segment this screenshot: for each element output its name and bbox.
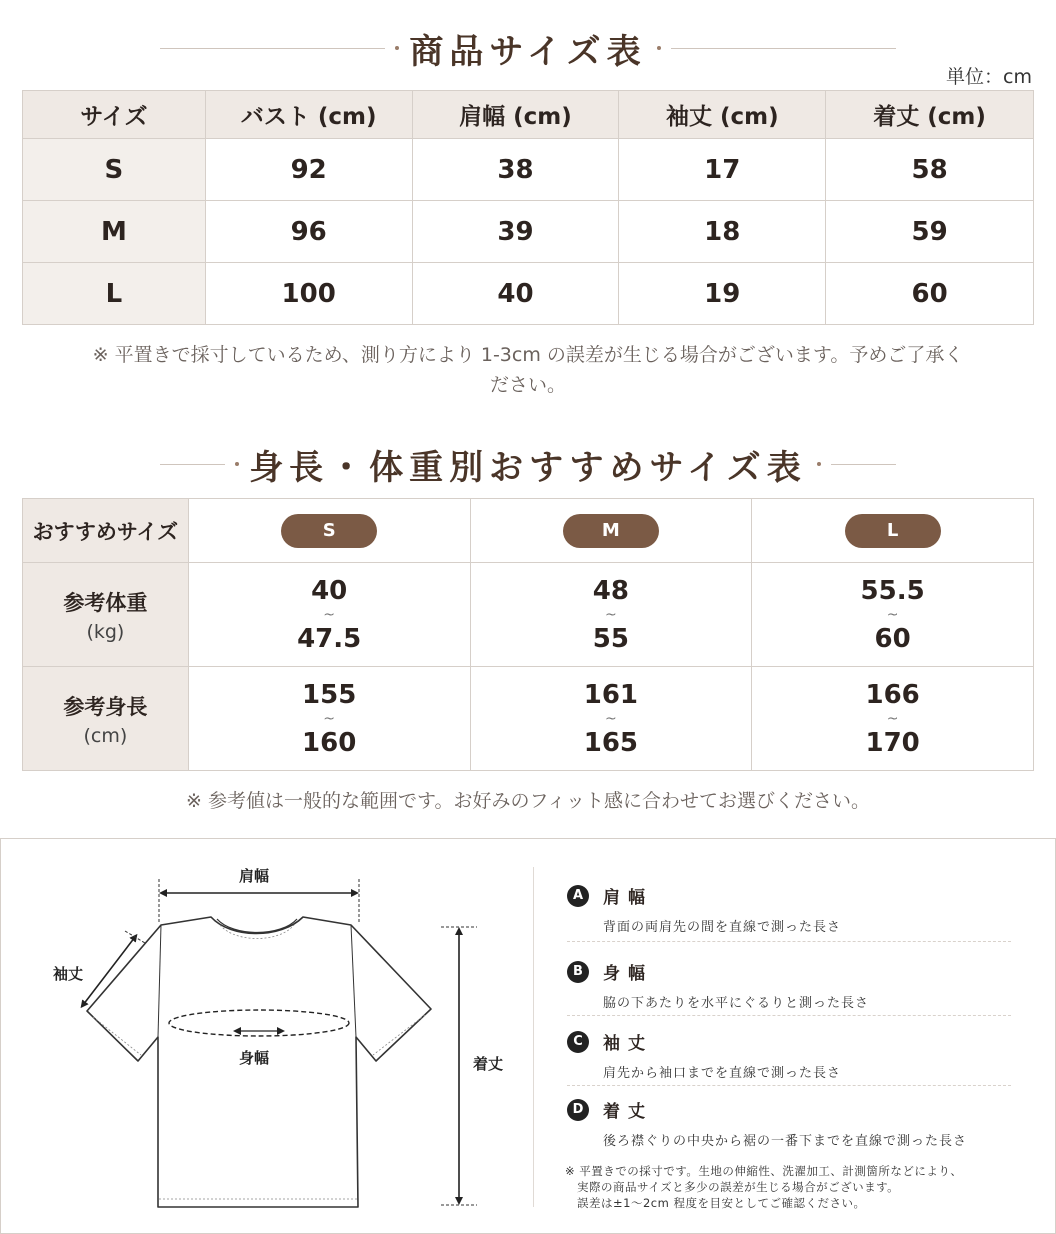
legend-name: 肩幅: [603, 888, 653, 908]
title-rule-right: [671, 48, 896, 49]
diagram-label-body-width: 身幅: [239, 1049, 270, 1067]
size-table-title-row: [160, 26, 896, 70]
note-line-1: ※ 平置きで採寸しているため、測り方により 1-3cm の誤差が生じる場合がございます。予めご了承く: [92, 344, 964, 366]
height-label: 参考身長: [63, 694, 148, 719]
title-rule-left: [160, 464, 225, 465]
header-sleeve: 袖丈 (cm): [619, 91, 826, 139]
recommend-note: ※ 参考値は一般的な範囲です。お好みのフィット感に合わせてお選びください。: [186, 790, 870, 812]
header-shoulder: 肩幅 (cm): [412, 91, 619, 139]
range-tilde: ~: [323, 710, 336, 727]
legend-separator: [567, 1085, 1011, 1086]
length-cell: 58: [826, 139, 1034, 201]
range-to: 60: [874, 623, 911, 654]
bust-cell: 92: [205, 139, 412, 201]
measurement-diagram-panel: [0, 838, 1056, 1234]
diagram-label-length: 着丈: [473, 1055, 504, 1073]
range-from: 155: [302, 679, 357, 710]
length-cell: 60: [826, 263, 1034, 325]
weight-cell: [752, 563, 1034, 667]
bust-cell: 96: [205, 201, 412, 263]
shoulder-cell: 38: [412, 139, 619, 201]
legend-item: [567, 883, 1011, 935]
legend-desc: 背面の両肩先の間を直線で測った長さ: [603, 920, 842, 935]
fine-print-line: 誤差は±1～2cm 程度を目安としてご確認ください。: [565, 1196, 866, 1210]
weight-cell: [470, 563, 752, 667]
range-tilde: ~: [605, 710, 617, 727]
diagram-label-sleeve: 袖丈: [53, 965, 84, 983]
size-table-header-row: [23, 91, 1034, 139]
fine-print: [565, 1163, 962, 1211]
size-table-title: 商品サイズ表: [409, 31, 647, 72]
recommend-table-title: 身長・体重別おすすめサイズ表: [249, 447, 807, 488]
badge-a: A: [567, 885, 589, 907]
header-bust: バスト (cm): [205, 91, 412, 139]
range-to: 165: [583, 727, 639, 758]
size-pill-cell: [188, 499, 470, 563]
size-pill-m: M: [563, 514, 659, 548]
title-dot-right: [817, 462, 821, 466]
legend-item: [567, 1029, 1011, 1081]
fine-print-line: ※ 平置きでの採寸です。生地の伸縮性、洗濯加工、計測箇所などにより、: [565, 1164, 963, 1178]
legend-separator: [567, 1015, 1011, 1016]
legend-item: [567, 959, 1011, 1011]
diagram-label-shoulder: 肩幅: [239, 867, 270, 885]
size-pill-l: L: [845, 514, 941, 548]
sleeve-cell: 18: [619, 201, 826, 263]
height-row-header: [23, 667, 189, 771]
weight-label: 参考体重: [63, 590, 148, 615]
shoulder-cell: 39: [412, 201, 619, 263]
range-tilde: ~: [323, 606, 336, 623]
table-row: [23, 139, 1034, 201]
size-cell: L: [23, 263, 206, 325]
range-from: 166: [865, 679, 920, 710]
sleeve-guide: [125, 931, 145, 943]
size-pill-s: S: [281, 514, 377, 548]
bust-cell: 100: [205, 263, 412, 325]
header-length: 着丈 (cm): [826, 91, 1034, 139]
range-from: 40: [311, 575, 348, 606]
size-pill-cell: [752, 499, 1034, 563]
height-cell: [752, 667, 1034, 771]
header-size: サイズ: [23, 91, 206, 139]
length-cell: 59: [826, 201, 1034, 263]
title-dot-left: [235, 462, 239, 466]
legend-name: 身幅: [603, 964, 653, 984]
legend-name: 着丈: [603, 1102, 653, 1122]
legend-desc: 後ろ襟ぐりの中央から裾の一番下までを直線で測った長さ: [603, 1134, 968, 1149]
recommend-table: [22, 498, 1034, 771]
size-pill-cell: [470, 499, 752, 563]
weight-row: [23, 563, 1034, 667]
height-row: [23, 667, 1034, 771]
panel-divider: [533, 867, 534, 1207]
range-from: 55.5: [860, 575, 925, 606]
badge-c: C: [567, 1031, 589, 1053]
legend-item: [567, 1097, 1011, 1149]
shoulder-cell: 40: [412, 263, 619, 325]
range-tilde: ~: [886, 606, 899, 623]
range-from: 48: [592, 575, 629, 606]
legend-separator: [567, 941, 1011, 942]
weight-unit: (kg): [86, 620, 125, 643]
sleeve-cell: 19: [619, 263, 826, 325]
legend-desc: 脇の下あたりを水平にぐるりと測った長さ: [603, 996, 870, 1011]
recommend-title-row: [160, 442, 896, 486]
range-from: 161: [583, 679, 639, 710]
recommend-size-label: おすすめサイズ: [23, 499, 189, 563]
height-cell: [188, 667, 470, 771]
height-cell: [470, 667, 752, 771]
legend-desc: 肩先から袖口までを直線で測った長さ: [603, 1066, 842, 1081]
note-line-2: ださい。: [489, 374, 566, 396]
range-tilde: ~: [886, 710, 899, 727]
title-dot-left: [395, 46, 399, 50]
title-rule-left: [160, 48, 385, 49]
unit-label: 単位：cm: [946, 66, 1032, 88]
table-row: [23, 263, 1034, 325]
size-table: [22, 90, 1034, 325]
weight-row-header: [23, 563, 189, 667]
sleeve-cell: 17: [619, 139, 826, 201]
range-to: 47.5: [297, 623, 362, 654]
size-cell: S: [23, 139, 206, 201]
range-tilde: ~: [605, 606, 617, 623]
recommend-size-row: [23, 499, 1034, 563]
title-rule-right: [831, 464, 896, 465]
fine-print-line: 実際の商品サイズと多少の誤差が生じる場合がございます。: [565, 1180, 900, 1194]
size-table-note: [40, 340, 1016, 400]
range-to: 160: [302, 727, 357, 758]
badge-d: D: [567, 1099, 589, 1121]
badge-b: B: [567, 961, 589, 983]
weight-cell: [188, 563, 470, 667]
size-cell: M: [23, 201, 206, 263]
legend-name: 袖丈: [603, 1034, 653, 1054]
table-row: [23, 201, 1034, 263]
range-to: 55: [592, 623, 629, 654]
height-unit: (cm): [83, 724, 128, 747]
tshirt-diagram: [1, 839, 531, 1234]
title-dot-right: [657, 46, 661, 50]
range-to: 170: [865, 727, 920, 758]
